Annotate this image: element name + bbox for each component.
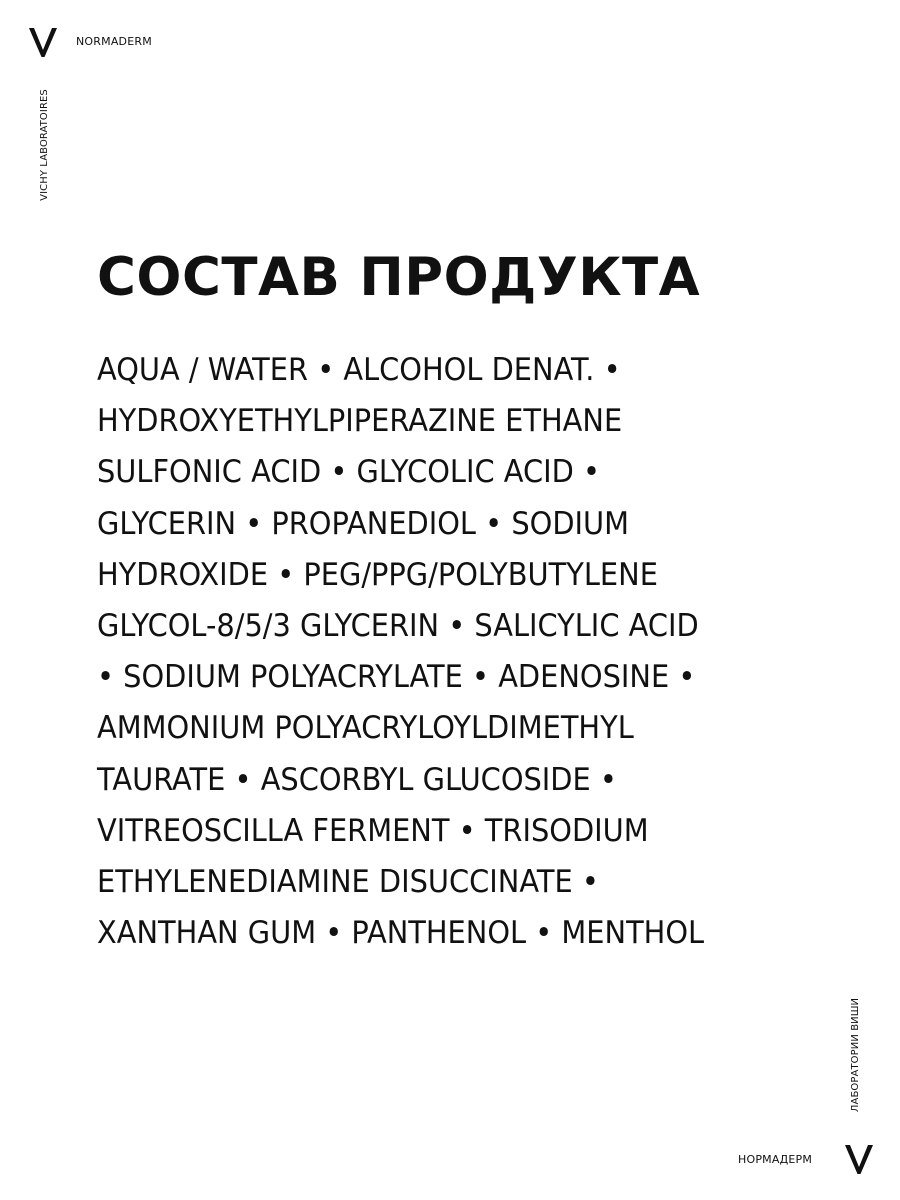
ingredient-line: HYDROXIDE • PEG/PPG/POLYBUTYLENE	[97, 556, 658, 593]
vichy-v-logo-icon	[844, 1143, 874, 1175]
ingredient-line: GLYCERIN • PROPANEDIOL • SODIUM	[97, 505, 630, 542]
ingredient-line: VITREOSCILLA FERMENT • TRISODIUM	[97, 812, 649, 849]
ingredients-list	[97, 345, 857, 959]
page-title: СОСТАВ ПРОДУКТА	[97, 247, 701, 308]
ingredient-line: ETHYLENEDIAMINE DISUCCINATE •	[97, 864, 599, 901]
ingredient-line: HYDROXYETHYLPIPERAZINE ETHANE	[97, 403, 623, 440]
brand-vertical-label-ru: ЛАБОРАТОРИИ ВИШИ	[850, 997, 861, 1113]
ingredient-line: XANTHAN GUM • PANTHENOL • MENTHOL	[97, 915, 705, 952]
vichy-v-logo-icon	[28, 26, 58, 58]
product-range-label: NORMADERM	[76, 35, 152, 48]
ingredient-line: • SODIUM POLYACRYLATE • ADENOSINE •	[97, 659, 696, 696]
ingredient-line: AQUA / WATER • ALCOHOL DENAT. •	[97, 352, 621, 388]
product-range-label-ru: НОРМАДЕРМ	[738, 1153, 813, 1166]
ingredient-line: TAURATE • ASCORBYL GLUCOSIDE •	[97, 761, 617, 798]
ingredient-line: SULFONIC ACID • GLYCOLIC ACID •	[97, 454, 600, 491]
brand-vertical-label: VICHY LABORATOIRES	[39, 89, 50, 201]
ingredient-line: AMMONIUM POLYACRYLOYLDIMETHYL	[97, 710, 634, 747]
ingredient-line: GLYCOL-8/5/3 GLYCERIN • SALICYLIC ACID	[97, 608, 699, 645]
